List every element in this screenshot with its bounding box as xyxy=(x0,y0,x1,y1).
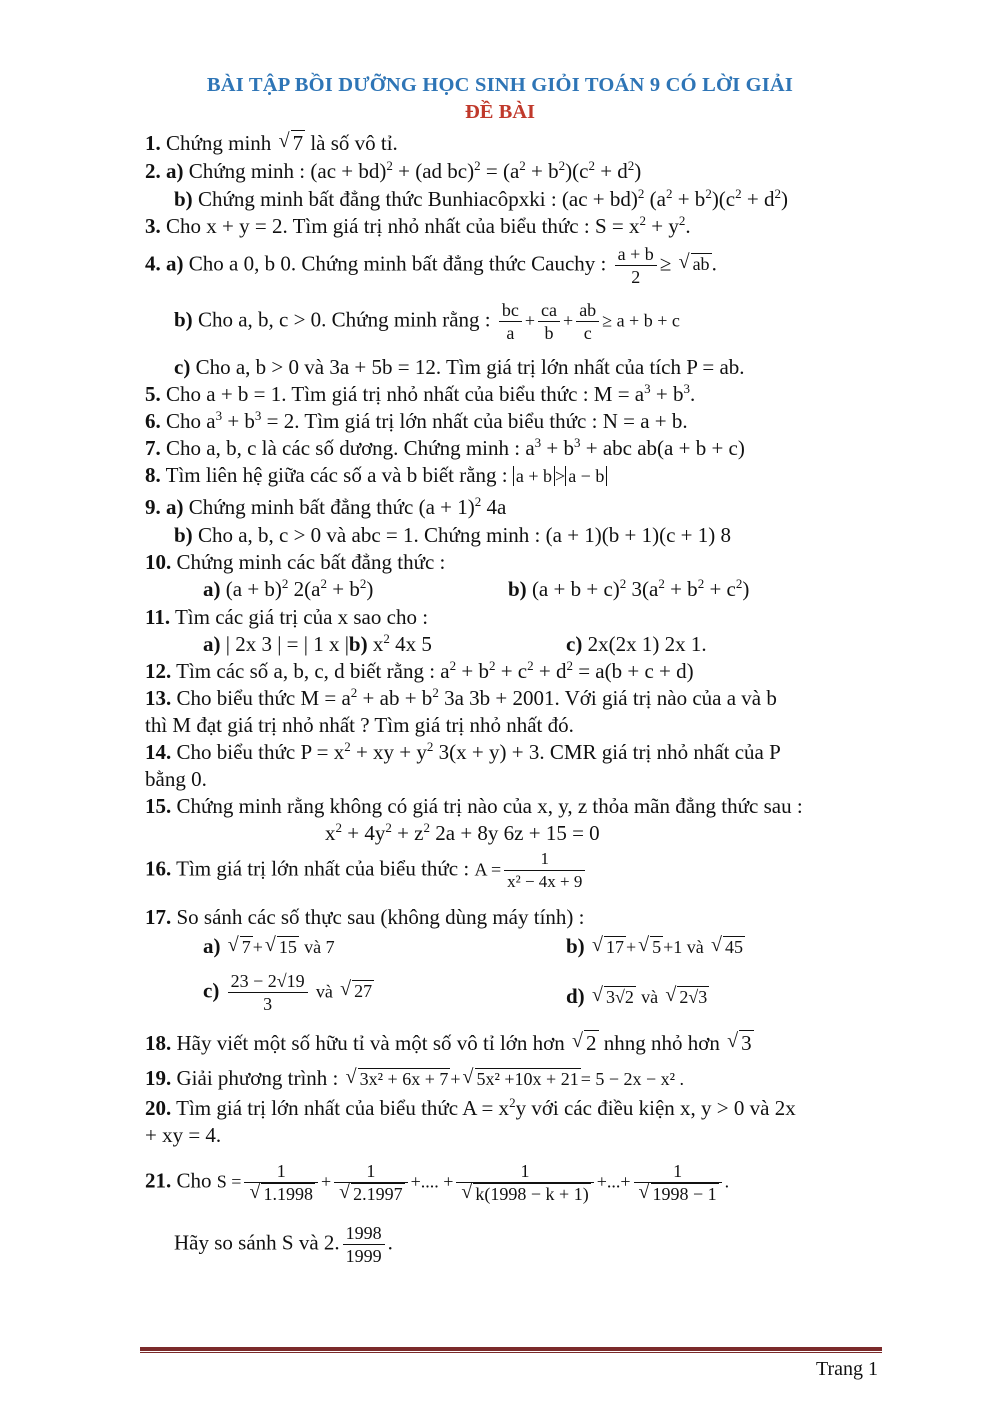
problem-9a: 9. a) Chứng minh bất đẳng thức $(a + 1)^2$ 4a xyxy=(145,494,507,519)
problem-16: 16. Tìm giá trị lớn nhất của biểu thức : A = $\frac{1}{\text{x² − 4x + 9}}$ xyxy=(145,848,588,893)
problem-5: 5. Cho a + b = 1. Tìm giá trị nhỏ nhất của biểu thức : $M = a^3 + b^3$. xyxy=(145,381,696,406)
sqrt-7: √ 7 xyxy=(279,130,306,156)
problem-21: 21. Cho S = 1 √ 1.1998 + 1 √ 2.1997 +.... + 1 √ k(1998 − k + 1) +...+ 1 √ 1998 − 1 . xyxy=(145,1160,729,1205)
problem-17d: d) √ 3√2 và √ 2√3 xyxy=(566,983,709,1010)
document-subtitle: ĐỀ BÀI xyxy=(464,101,536,123)
problem-11a: a) | 2x 3 | = | 1 x |b) $x^2$ 4x 5 xyxy=(203,631,432,656)
problem-14-line2: bằng 0. xyxy=(145,767,207,791)
problem-8: 8. Tìm liên hệ giữa các số a và b biết rằng : a + b > a − b xyxy=(145,462,607,489)
problem-15: 15. Chứng minh rằng không có giá trị nào của x, y, z thỏa mãn đẳng thức sau : xyxy=(145,794,803,818)
problem-4c: c) Cho a, b > 0 và 3a + 5b = 12. Tìm giá trị lớn nhất của tích P = ab. xyxy=(174,355,745,379)
fraction: $\frac{a + b}{2}$ xyxy=(615,243,657,288)
footer-divider xyxy=(140,1347,882,1351)
problem-2a: 2. a) Chứng minh : (ac + bd)$^2$ + (ad $bc)^2 = (a^2 + b^2)(c^2 + d^2)$ xyxy=(145,158,642,183)
problem-13: 13. Cho biểu thức $M = a^2$ + ab + $b^2$ 3a 3b + 2001. Với giá trị nào của a và b xyxy=(145,685,777,710)
problem-11: 11. Tìm các giá trị của x sao cho : xyxy=(145,605,429,629)
problem-1: 1. Chứng minh √ 7 là số vô tỉ. xyxy=(145,130,398,156)
footer-divider-thin xyxy=(140,1352,882,1353)
problem-18: 18. Hãy viết một số hữu tỉ và một số vô tỉ lớn hơn √ 2 nhng nhỏ hơn √ 3 xyxy=(145,1030,754,1056)
problem-13-line2: thì M đạt giá trị nhỏ nhất ? Tìm giá trị nhỏ nhất đó. xyxy=(145,713,574,737)
problem-9b: b) Cho a, b, c > 0 và abc = 1. Chứng minh : (a + 1)(b + 1)(c + 1) 8 xyxy=(174,523,732,547)
problem-10: 10. Chứng minh các bất đẳng thức : xyxy=(145,550,446,574)
sqrt-ab: √ ab xyxy=(679,251,712,277)
problem-17c: c) $\frac{23 - 2√19}{3}$ và √ 27 xyxy=(203,970,374,1015)
problem-6: 6. Cho $a^3 + b^3 = 2$. Tìm giá trị lớn nhất của biểu thức : N = a + b. xyxy=(145,408,688,433)
problem-12: 12. Tìm các số a, b, c, d biết rằng : $a^2 + b^2 + c^2 + d^2 = a(b + c + d)$ xyxy=(145,658,694,683)
problem-4a: 4. a) Cho a 0, b 0. Chứng minh bất đẳng thức Cauchy : $\frac{a + b}{2}$ ≥ √ ab. xyxy=(145,243,717,288)
problem-10a: a) $(a + b)^2$ $2(a^2 + b^2)$ xyxy=(203,576,374,601)
problem-3: 3. Cho x + y = 2. Tìm giá trị nhỏ nhất của biểu thức : $S = x^2 + y^2$. xyxy=(145,213,691,238)
page-number: Trang 1 xyxy=(815,1358,878,1380)
problem-20: 20. Tìm giá trị lớn nhất của biểu thức $A = x^2y$ với các điều kiện x, y > 0 và 2x xyxy=(145,1095,796,1120)
problem-19: 19. Giải phương trình : √ 3x² + 6x + 7 +√ 5x² +10x + 21 = 5 − 2x − x² . xyxy=(145,1065,684,1092)
document-title: BÀI TẬP BỒI DƯỠNG HỌC SINH GIỎI TOÁN 9 CÓ LỜI GIẢI xyxy=(206,74,794,96)
problem-20-line2: + xy = 4. xyxy=(145,1123,222,1147)
problem-15-equation: $x^2 + 4y^2 + z^2$ 2a + 8y 6z + 15 = 0 xyxy=(325,820,600,845)
problem-17: 17. So sánh các số thực sau (không dùng máy tính) : xyxy=(145,905,585,929)
problem-11c: c) 2x(2x 1) 2x 1. xyxy=(566,632,707,656)
problem-2b: b) Chứng minh bất đẳng thức Bunhiacôpxki : (ac + bd)$^2$ $(a^2 + b^2)(c^2 + d^2)$ xyxy=(174,186,788,211)
problem-7: 7. Cho a, b, c là các số dương. Chứng minh : $a^3 + b^3$ + abc ab(a + b + c) xyxy=(145,435,745,460)
problem-17a: a) √ 7 +√ 15 và 7 xyxy=(203,933,335,960)
problem-10b: b) $(a + b + c)^2$ $3(a^2 + b^2 + c^2)$ xyxy=(508,576,750,601)
problem-4b: b) Cho a, b, c > 0. Chứng minh rằng : $\frac{bc}{a}$ + $\frac{ca}{b}$ + $\frac{ab}{c}$ ≥ a + b + c xyxy=(174,300,680,343)
problem-14: 14. Cho biểu thức $P = x^2$ + xy + $y^2$ 3(x + y) + 3. CMR giá trị nhỏ nhất của P xyxy=(145,739,781,764)
problem-17b: b) √ 17 +√ 5 +1 và √ 45 xyxy=(566,933,745,960)
problem-21-line2: Hãy so sánh S và 2. $\frac{1998}{1999}$ . xyxy=(174,1223,393,1266)
